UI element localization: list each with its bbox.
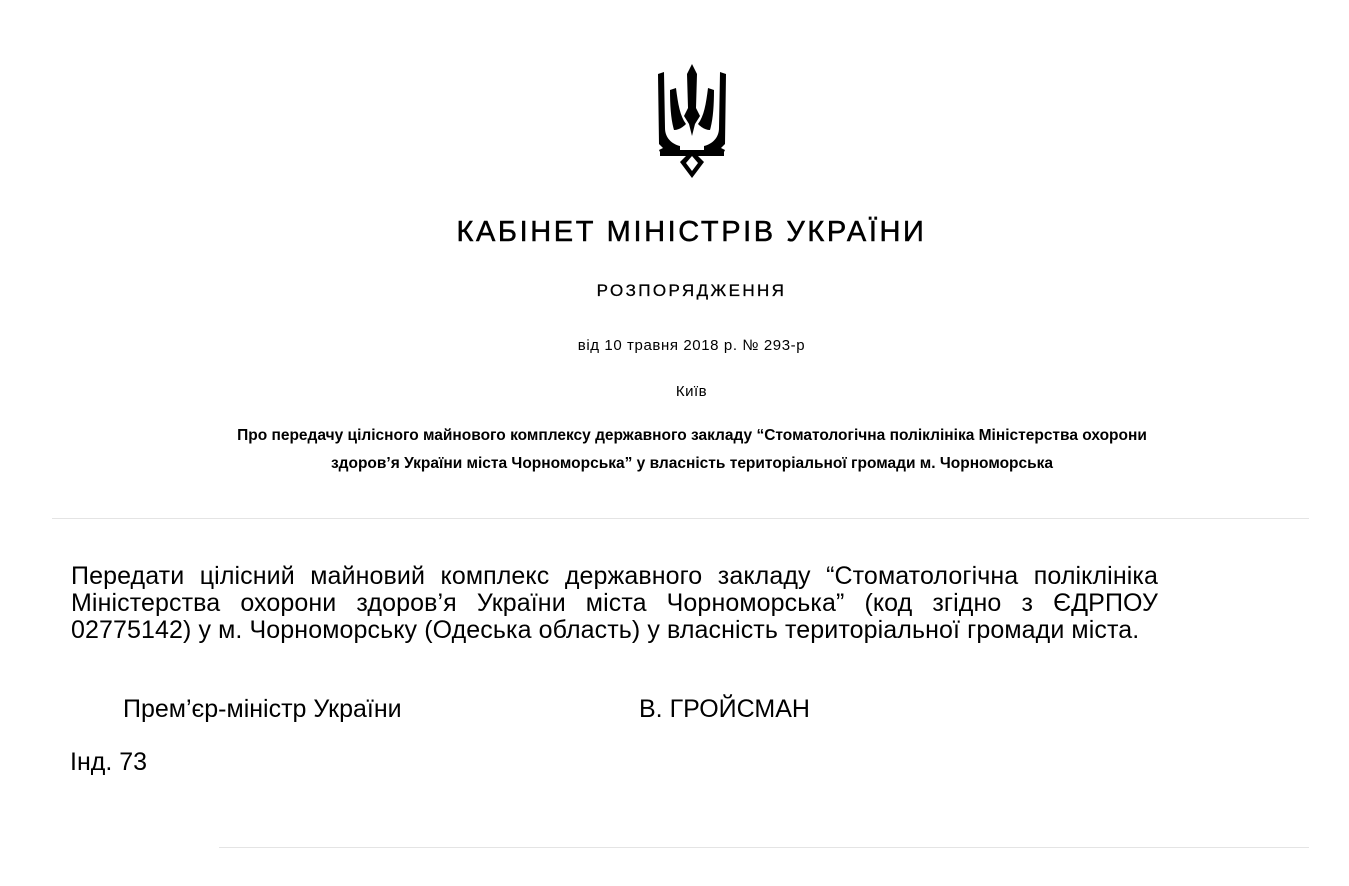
document-index: Інд. 73: [70, 748, 148, 776]
document-city: Київ: [675, 383, 708, 400]
organization-title: КАБІНЕТ МІНІСТРІВ УКРАЇНИ: [456, 216, 927, 248]
signatory-name: В. ГРОЙСМАН: [639, 695, 810, 723]
document-subject: Про передачу цілісного майнового комплексу державного закладу “Стоматологічна поліклініка Міністерства охорони здоров’я України міста Чорноморська” у власність територіальної громади м. Чорноморська: [237, 427, 1147, 472]
trident-coat-of-arms-icon: [656, 64, 728, 178]
document-type: РОЗПОРЯДЖЕННЯ: [596, 281, 787, 300]
header-divider: [52, 518, 1309, 519]
document-date-number: від 10 травня 2018 р. № 293-р: [577, 337, 806, 354]
signatory-role: Прем’єр-міністр України: [123, 695, 402, 723]
footer-divider: [219, 847, 1309, 848]
order-paragraph: Передати цілісний майновий комплекс державного закладу “Стоматологічна поліклініка Міністерства охорони здоров’я України міста Чорноморська” (код згідно з ЄДРПОУ 02775142) у м. Чорноморську (Одеська область) у власність територіальної громади міста.: [71, 562, 1158, 644]
